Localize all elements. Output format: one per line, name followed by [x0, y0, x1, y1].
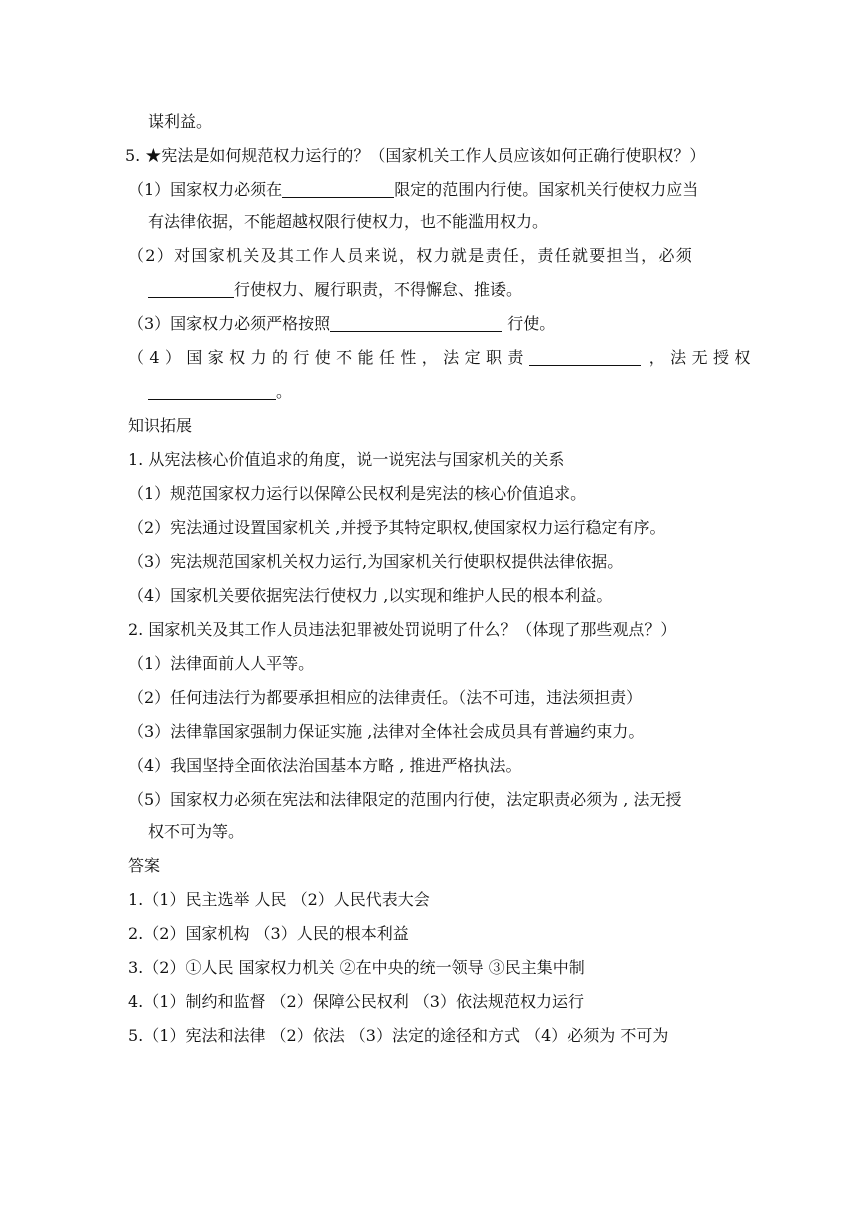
extension-q2-item: （3）法律靠国家强制力保证实施 ,法律对全体社会成员具有普遍约束力。 [128, 722, 645, 741]
extension-q2-item: （4）我国坚持全面依法治国基本方略 , 推进严格执法。 [128, 756, 522, 775]
question-5-item-1 [128, 180, 698, 200]
item-1-text-a: （1）国家权力必须在 [128, 180, 283, 199]
answer-line: 3.（2）①人民 国家权力机关 ②在中央的统一领导 ③民主集中制 [128, 958, 585, 977]
item-3-text-a: （3）国家权力必须严格按照 [128, 314, 331, 333]
item-4-text-c: 。 [276, 382, 293, 401]
extension-q2-item: （1）法律面前人人平等。 [128, 654, 315, 673]
extension-q1-item: （1）规范国家权力运行以保障公民权利是宪法的核心价值追求。 [128, 484, 587, 503]
extension-q1: 1. 从宪法核心价值追求的角度，说一说宪法与国家机关的关系 [128, 450, 565, 469]
answers-heading: 答案 [128, 856, 161, 875]
extension-q1-item: （4）国家机关要依据宪法行使权力 ,以实现和维护人民的根本利益。 [128, 586, 613, 605]
item-2-text-b: 行使权力、履行职责，不得懈怠、推诿。 [234, 280, 523, 299]
answer-blank [330, 315, 502, 332]
answer-blank [148, 383, 276, 400]
question-5-item-3 [128, 314, 555, 334]
answer-blank [148, 281, 234, 298]
item-3-text-b: 行使。 [502, 314, 556, 333]
answer-line: 4.（1）制约和监督 （2）保障公民权利 （3）依法规范权力运行 [128, 992, 584, 1011]
item-4-text-a: （4）国家权力的行使不能任性，法定职责 [128, 348, 529, 367]
continuation-text: 谋利益。 [148, 112, 213, 131]
extension-q2-item-cont: 权不可为等。 [148, 822, 245, 841]
question-5-title: 5. ★宪法是如何规范权力运行的？（国家机关工作人员应该如何正确行使职权？） [125, 146, 706, 165]
item-1-text-b: 限定的范围内行使。国家机关行使权力应当 [394, 180, 699, 199]
extension-q2-item: （5）国家权力必须在宪法和法律限定的范围内行使，法定职责必须为 , 法无授 [128, 790, 682, 809]
extension-q2: 2. 国家机关及其工作人员违法犯罪被处罚说明了什么？（体现了那些观点？） [128, 620, 677, 639]
answer-line: 2.（2）国家机构 （3）人民的根本利益 [128, 924, 409, 943]
question-5-item-4 [128, 348, 756, 368]
question-5-item-2: （2）对国家机关及其工作人员来说，权力就是责任，责任就要担当，必须 [128, 246, 694, 265]
answer-line: 1.（1）民主选举 人民 （2）人民代表大会 [128, 890, 430, 909]
answer-line: 5.（1）宪法和法律 （2）依法 （3）法定的途径和方式 （4）必须为 不可为 [128, 1026, 669, 1045]
extension-heading: 知识拓展 [128, 416, 193, 435]
extension-q2-item: （2）任何违法行为都要承担相应的法律责任。（法不可违，违法须担责） [128, 688, 643, 707]
extension-q1-item: （3）宪法规范国家机关权力运行,为国家机关行使职权提供法律依据。 [128, 552, 624, 571]
answer-blank [282, 181, 394, 198]
question-5-item-1-cont: 有法律依据，不能超越权限行使权力，也不能滥用权力。 [148, 212, 549, 231]
extension-q1-item: （2）宪法通过设置国家机关 ,并授予其特定职权,使国家权力运行稳定有序。 [128, 518, 666, 537]
answer-blank [529, 349, 641, 366]
question-5-item-2-cont [148, 280, 522, 300]
item-4-text-b: ，法无授权 [648, 348, 756, 367]
question-5-item-4-cont [148, 382, 292, 402]
